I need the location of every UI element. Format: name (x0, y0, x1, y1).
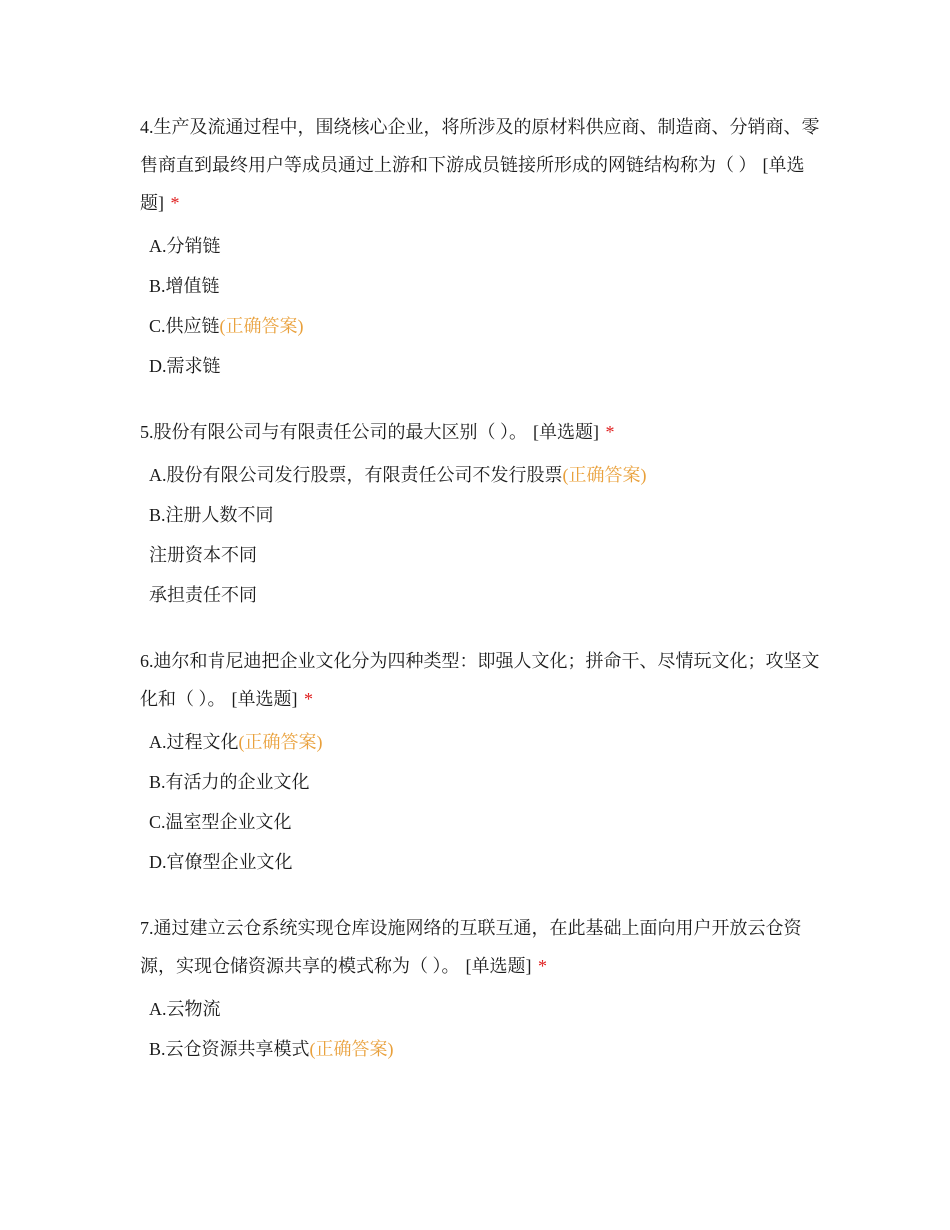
option-a[interactable] (149, 722, 820, 762)
option-text: B.增值链 (149, 276, 220, 296)
question-type-label: [单选题] (140, 155, 805, 213)
option-a[interactable] (149, 455, 820, 495)
option-text: C.供应链 (149, 316, 220, 336)
required-star: * (170, 193, 180, 213)
correct-answer-tag: (正确答案) (219, 316, 304, 336)
option-text: B.云仓资源共享模式 (149, 1039, 310, 1059)
option-text: A.分销链 (149, 236, 221, 256)
question-text: 5.股份有限公司与有限责任公司的最大区别（ ）。 (140, 422, 527, 442)
correct-answer-tag: (正确答案) (238, 732, 323, 752)
option-text: A.过程文化 (149, 732, 239, 752)
required-star: * (304, 689, 313, 709)
question-text: 6.迪尔和肯尼迪把企业文化分为四种类型：即强人文化；拼命干、尽情玩文化；攻坚文化和（ ）。 (140, 651, 820, 709)
question-5 (140, 413, 820, 615)
option-list (140, 226, 820, 386)
option-c[interactable] (149, 306, 820, 346)
option-text: B.注册人数不同 (149, 505, 274, 525)
question-6 (140, 642, 820, 882)
question-4 (140, 108, 820, 386)
option-text: D.需求链 (149, 356, 221, 376)
option-list (140, 989, 820, 1069)
option-text: B.有活力的企业文化 (149, 772, 310, 792)
question-type-label: [单选题] (533, 422, 599, 442)
question-title (140, 909, 820, 985)
question-text: 4.生产及流通过程中，围绕核心企业，将所涉及的原材料供应商、制造商、分销商、零售商直到最终用户等成员通过上游和下游成员链接所形成的网链结构称为（ ） (140, 117, 820, 175)
option-text: A.云物流 (149, 999, 221, 1019)
option-c[interactable] (149, 802, 820, 842)
option-a[interactable] (149, 226, 820, 266)
option-text: 注册资本不同 (149, 545, 257, 565)
question-title (140, 642, 820, 718)
option-text: D.官僚型企业文化 (149, 852, 293, 872)
correct-answer-tag: (正确答案) (309, 1039, 394, 1059)
question-text: 7.通过建立云仓系统实现仓库设施网络的互联互通，在此基础上面向用户开放云仓资源，实现仓储资源共享的模式称为（ ）。 (140, 918, 802, 976)
option-list (140, 722, 820, 882)
option-text: 承担责任不同 (149, 585, 257, 605)
option-text: C.温室型企业文化 (149, 812, 292, 832)
option-d[interactable] (149, 575, 820, 615)
required-star: * (538, 956, 547, 976)
option-b[interactable] (149, 266, 820, 306)
question-7 (140, 909, 820, 1069)
question-title (140, 413, 820, 451)
required-star: * (605, 422, 615, 442)
option-b[interactable] (149, 495, 820, 535)
correct-answer-tag: (正确答案) (562, 465, 647, 485)
option-text: A.股份有限公司发行股票，有限责任公司不发行股票 (149, 465, 563, 485)
option-c[interactable] (149, 535, 820, 575)
question-type-label: [单选题] (465, 956, 532, 976)
option-b[interactable] (149, 762, 820, 802)
question-title (140, 108, 820, 222)
question-type-label: [单选题] (231, 689, 298, 709)
option-b[interactable] (149, 1029, 820, 1069)
question-list (140, 108, 820, 1096)
option-a[interactable] (149, 989, 820, 1029)
option-d[interactable] (149, 842, 820, 882)
option-d[interactable] (149, 346, 820, 386)
option-list (140, 455, 820, 615)
